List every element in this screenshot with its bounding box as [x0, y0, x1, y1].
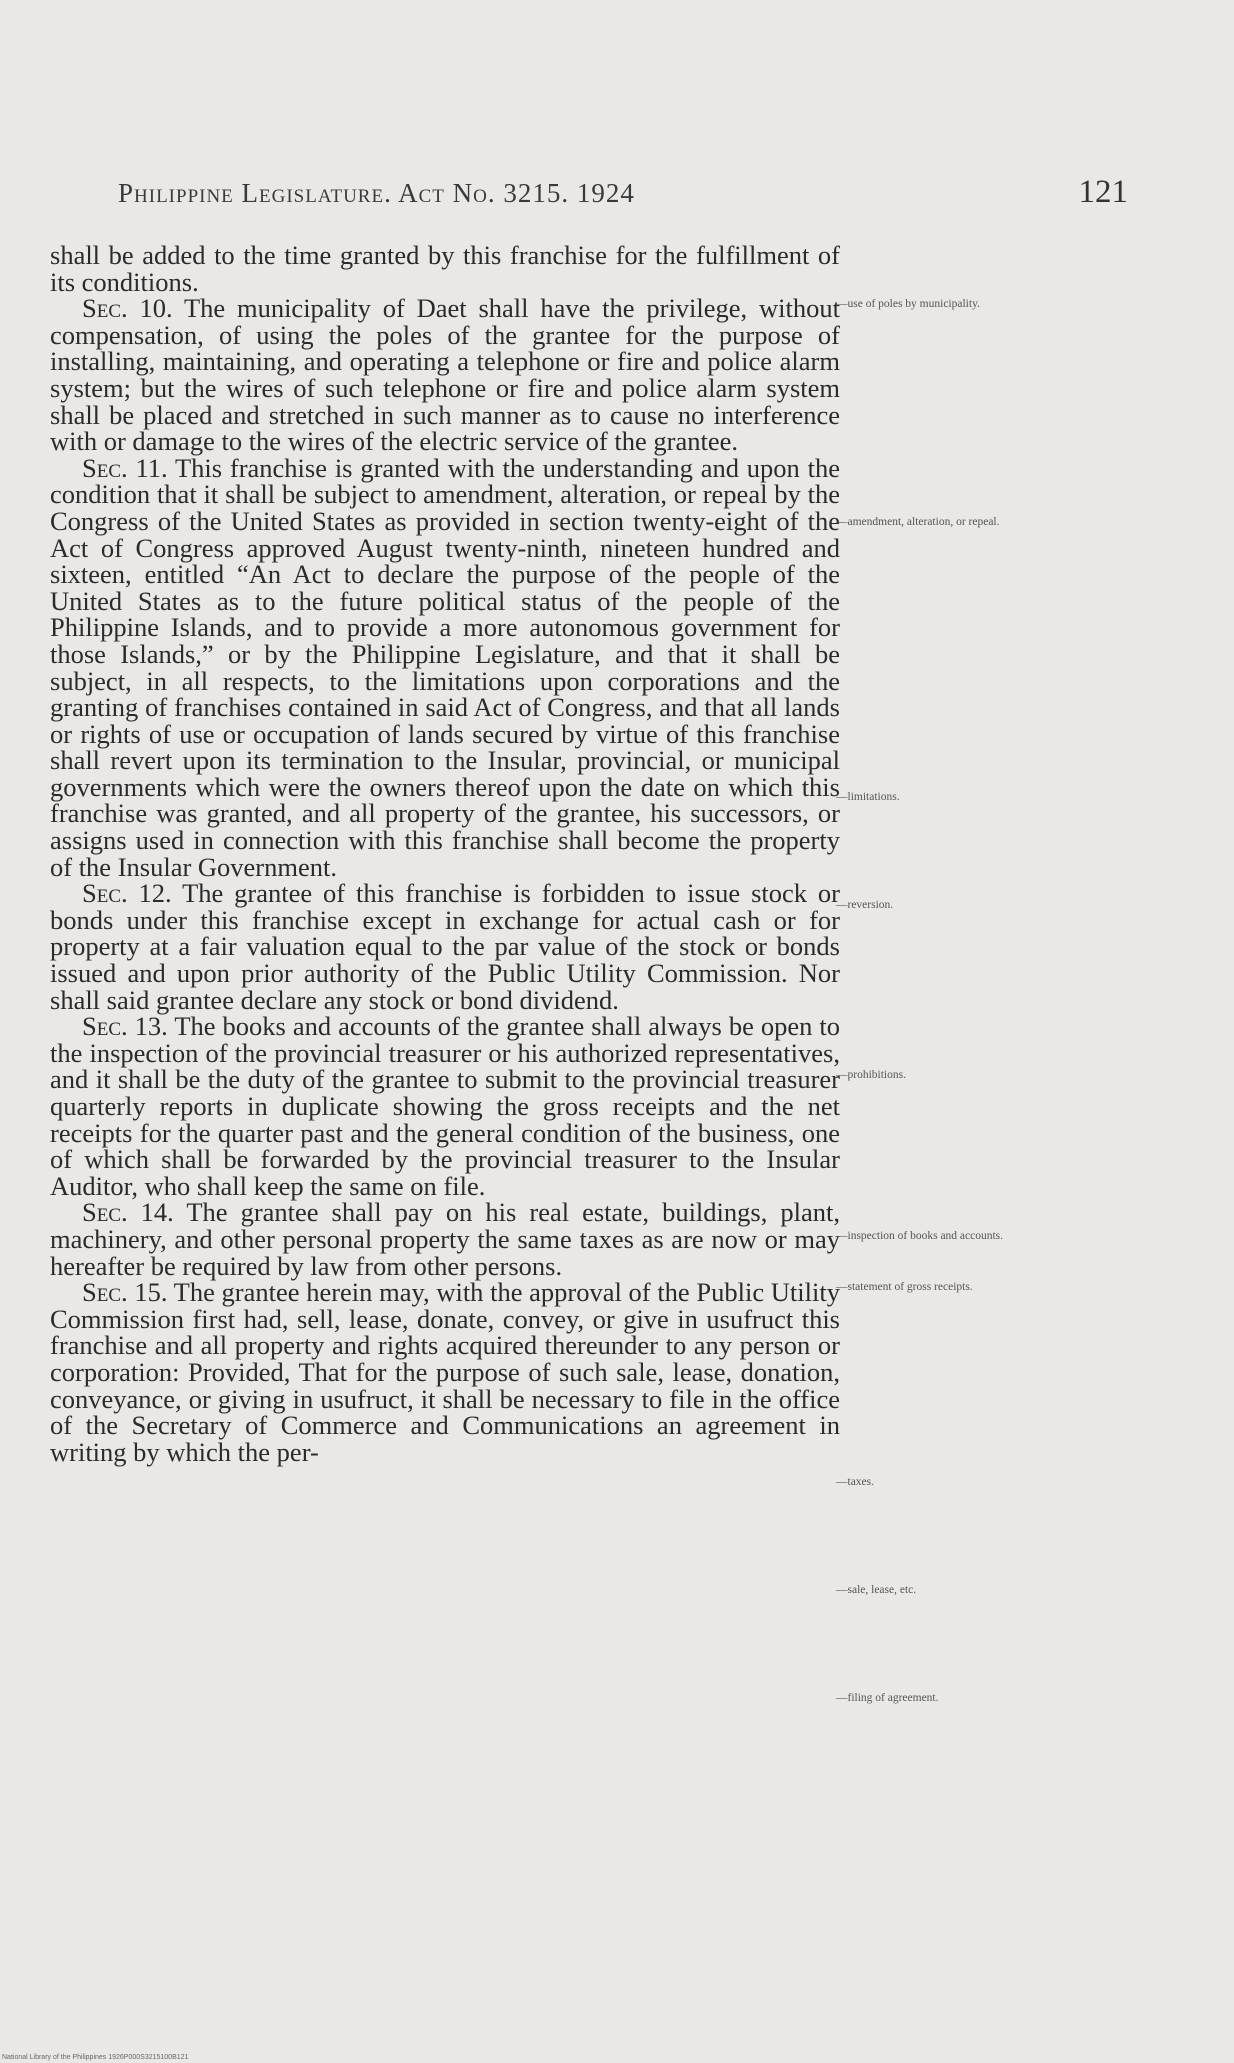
margin-note: —limitations. [836, 791, 900, 803]
section-15 [50, 1279, 840, 1465]
running-head: Philippine Legislature. Act No. 3215. 1924 [118, 178, 635, 208]
paragraph-text: The grantee of this franchise is forbidden to issue stock or bonds under this franchise except in exchange for actual cash or for property at a fair valuation equal to the par value of the stock or bonds issued and upon prior authority of the Public Utility Commission. Nor shall said grantee declare any stock or bond dividend. [50, 878, 840, 1015]
section-label: Sec. 11. [82, 452, 168, 483]
paragraph-text: shall be added to the time granted by this franchise for the fulfillment of its conditions. [50, 240, 840, 297]
paragraph-text: The municipality of Daet shall have the privilege, without compensation, of using the poles of the grantee for the purpose of installing, maintaining, and operating a telephone or fire and police alarm system; but the wires of such telephone or fire and police alarm system shall be placed and stretched in such manner as to cause no interference with or damage to the wires of the electric service of the grantee. [50, 293, 840, 457]
section-10 [50, 295, 840, 455]
margin-note: —inspection of books and accounts. [836, 1230, 1004, 1242]
margin-note: —statement of gross receipts. [836, 1281, 973, 1293]
section-label: Sec. 14. [82, 1197, 174, 1228]
section-13 [50, 1013, 840, 1199]
paragraph-text: The books and accounts of the grantee shall always be open to the inspection of the provincial treasurer or his authorized representatives, and it shall be the duty of the grantee to submit to the provincial treasurer quarterly reports in duplicate showing the gross receipts and the net receipts for the quarter past and the general condition of the business, one of which shall be forwarded by the provincial treasurer to the Insular Auditor, who shall keep the same on file. [50, 1011, 840, 1201]
section-label: Sec. 13. [82, 1011, 168, 1042]
section-label: Sec. 15. [82, 1277, 168, 1308]
paragraph-continuation [50, 242, 840, 295]
margin-note: —prohibitions. [836, 1069, 906, 1081]
section-11 [50, 452, 840, 882]
margin-note: —taxes. [836, 1476, 875, 1488]
paragraph-text: This franchise is granted with the understanding and upon the condition that it shall be subject to amendment, alteration, or repeal by the Congress of the United States as provided in section twenty-eight of the Act of Congress approved August twenty-ninth, nineteen hundred and sixteen, entitled “An Act to declare the purpose of the people of the United States as to the future political status of the people of the Philippine Islands, and to provide a more autonomous government for those Islands,” or by the Philippine Legislature, and that it shall be subject, in all respects, to the limitations upon corporations and the granting of franchises contained in said Act of Congress, and that all lands or rights of use or occupation of lands secured by virtue of this franchise shall revert upon its termination to the Insular, provincial, or municipal governments which were the owners thereof upon the date on which this franchise was granted, and all property of the grantee, his successors, or assigns used in connection with this franchise shall become the property of the Insular Government. [50, 452, 840, 882]
margin-note: —filing of agreement. [836, 1692, 939, 1704]
section-12 [50, 880, 840, 1013]
margin-note: —amendment, alteration, or repeal. [836, 516, 1000, 528]
page-header [118, 174, 1128, 218]
margin-note: —use of poles by municipality. [836, 298, 980, 310]
section-label: Sec. 12. [82, 878, 172, 909]
paragraph-text: The grantee herein may, with the approval of the Public Utility Commission first had, sell, lease, donate, convey, or give in usufruct this franchise and all property and rights acquired thereunder to any person or corporation: Provided, That for the purpose of such sale, lease, donation, conveyance, or giving in usufruct, it shall be necessary to file in the office of the Secretary of Commerce and Communications an agreement in writing by which the per- [50, 1277, 840, 1467]
section-14 [50, 1199, 840, 1279]
paragraph-text: The grantee shall pay on his real estate, buildings, plant, machinery, and other personal property the same taxes as are now or may hereafter be required by law from other persons. [50, 1197, 840, 1281]
body-text [50, 242, 840, 1465]
section-label: Sec. 10. [82, 293, 173, 324]
margin-note: —sale, lease, etc. [836, 1584, 917, 1596]
scan-footer: National Library of the Philippines 1926P000S3215100B121 [2, 2054, 189, 2061]
page-number: 121 [1078, 174, 1128, 210]
margin-note: —reversion. [836, 899, 894, 911]
